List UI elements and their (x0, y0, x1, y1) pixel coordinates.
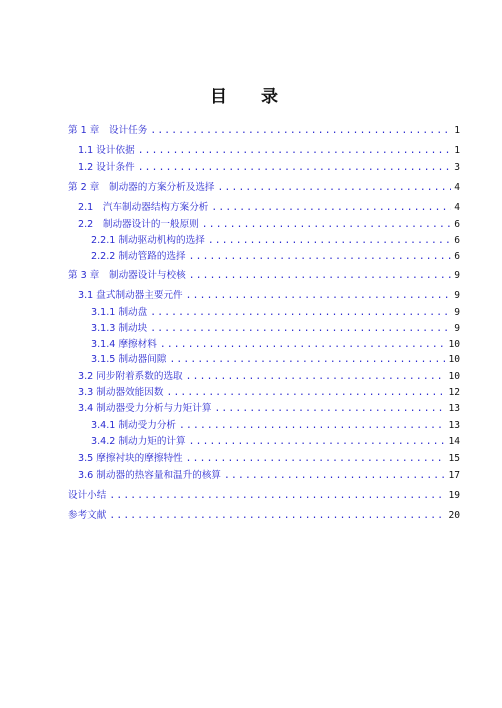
toc-entry[interactable] (91, 433, 460, 447)
dot-leader (202, 219, 451, 230)
toc-entry-label: 3.5 摩擦衬块的摩擦特性 (78, 453, 183, 464)
dot-leader (186, 371, 446, 382)
toc-entry-page-number: 3 (454, 162, 460, 173)
toc-entry[interactable] (78, 287, 460, 301)
toc-entry[interactable] (68, 267, 460, 281)
dot-leader (138, 145, 452, 156)
toc-entry-page-number: 9 (454, 323, 460, 334)
toc-entry-page-number: 10 (448, 371, 460, 382)
toc-entry-label: 1.2 设计条件 (78, 162, 135, 173)
toc-entry-label: 3.6 制动器的热容量和温升的核算 (78, 470, 222, 481)
toc-entry-label: 3.1.5 制动器间隙 (91, 354, 167, 365)
toc-entry-label: 2.2.1 制动驱动机构的选择 (91, 235, 205, 246)
dot-leader (150, 323, 451, 334)
toc-entry-page-number: 10 (448, 339, 460, 350)
toc-entry-page-number: 17 (448, 470, 460, 481)
toc-entry[interactable] (91, 336, 460, 350)
toc-entry-page-number: 15 (448, 453, 460, 464)
toc-entry[interactable] (91, 248, 460, 262)
toc-entry-label: 第 1 章 设计任务 (68, 125, 148, 136)
toc-entry-page-number: 6 (454, 235, 460, 246)
toc-entry-label: 第 2 章 制动器的方案分析及选择 (68, 182, 215, 193)
dot-leader (189, 251, 452, 262)
toc-entry-label: 3.4.2 制动力矩的计算 (91, 436, 186, 447)
dot-leader (166, 387, 445, 398)
dot-leader (211, 202, 451, 213)
dot-leader (138, 162, 452, 173)
toc-entry-page-number: 12 (448, 387, 460, 398)
toc-entry-page-number: 4 (454, 202, 460, 213)
toc-entry-page-number: 20 (448, 510, 460, 521)
toc-entry[interactable] (78, 199, 460, 213)
toc-entry[interactable] (78, 142, 460, 156)
toc-entry[interactable] (78, 400, 460, 414)
toc-entry[interactable] (91, 351, 460, 365)
toc-entry-label: 3.1.3 制动块 (91, 323, 148, 334)
toc-title: 目 录 (210, 87, 292, 107)
dot-leader (208, 235, 451, 246)
toc-entry-page-number: 10 (448, 354, 460, 365)
toc-entry-label: 2.2.2 制动管路的选择 (91, 251, 186, 262)
toc-entry[interactable] (78, 159, 460, 173)
toc-entry-label: 3.2 同步附着系数的选取 (78, 371, 183, 382)
toc-entry-page-number: 9 (454, 307, 460, 318)
toc-entry-label: 设计小结 (68, 490, 107, 501)
toc-entry-label: 3.1 盘式制动器主要元件 (78, 290, 183, 301)
toc-entry-label: 3.1.1 制动盘 (91, 307, 148, 318)
dot-leader (189, 270, 451, 281)
toc-entry-label: 1.1 设计依据 (78, 145, 135, 156)
dot-leader (160, 339, 446, 350)
toc-entry-page-number: 19 (448, 490, 460, 501)
dot-leader (189, 436, 446, 447)
dot-leader (179, 420, 445, 431)
toc-entry[interactable] (68, 507, 460, 521)
toc-entry-page-number: 14 (448, 436, 460, 447)
toc-entry-label: 3.4.1 制动受力分析 (91, 420, 177, 431)
toc-entry-page-number: 6 (454, 251, 460, 262)
toc-entry-page-number: 6 (454, 219, 460, 230)
toc-entry[interactable] (78, 368, 460, 382)
dot-leader (150, 125, 451, 136)
toc-entry-label: 参考文献 (68, 510, 107, 521)
dot-leader (109, 490, 445, 501)
toc-entry-label: 2.1 汽车制动器结构方案分析 (78, 202, 209, 213)
dot-leader (224, 470, 445, 481)
toc-entry-label: 3.3 制动器效能因数 (78, 387, 164, 398)
dot-leader (169, 354, 445, 365)
toc-entry[interactable] (78, 384, 460, 398)
toc-entry-label: 第 3 章 制动器设计与校核 (68, 270, 186, 281)
toc-entry-label: 3.4 制动器受力分析与力矩计算 (78, 403, 212, 414)
toc-entry-page-number: 9 (454, 270, 460, 281)
toc-entry-page-number: 4 (454, 182, 460, 193)
toc-entry[interactable] (91, 304, 460, 318)
toc-entry[interactable] (78, 216, 460, 230)
toc-entry-page-number: 13 (448, 420, 460, 431)
dot-leader (109, 510, 445, 521)
dot-leader (186, 453, 446, 464)
toc-entry-page-number: 1 (454, 145, 460, 156)
toc-entry-label: 3.1.4 摩擦材料 (91, 339, 157, 350)
toc-entry-page-number: 9 (454, 290, 460, 301)
toc-entry-page-number: 1 (454, 125, 460, 136)
dot-leader (214, 403, 445, 414)
toc-entry[interactable] (68, 487, 460, 501)
toc-entry[interactable] (68, 179, 460, 193)
toc-entry-label: 2.2 制动器设计的一般原则 (78, 219, 199, 230)
toc-entry[interactable] (78, 450, 460, 464)
toc-entry[interactable] (91, 232, 460, 246)
toc-entry[interactable] (68, 122, 460, 136)
dot-leader (150, 307, 451, 318)
toc-entry[interactable] (78, 467, 460, 481)
dot-leader (186, 290, 452, 301)
dot-leader (218, 182, 452, 193)
toc-entry[interactable] (91, 320, 460, 334)
toc-entry-page-number: 13 (448, 403, 460, 414)
toc-entry[interactable] (91, 417, 460, 431)
